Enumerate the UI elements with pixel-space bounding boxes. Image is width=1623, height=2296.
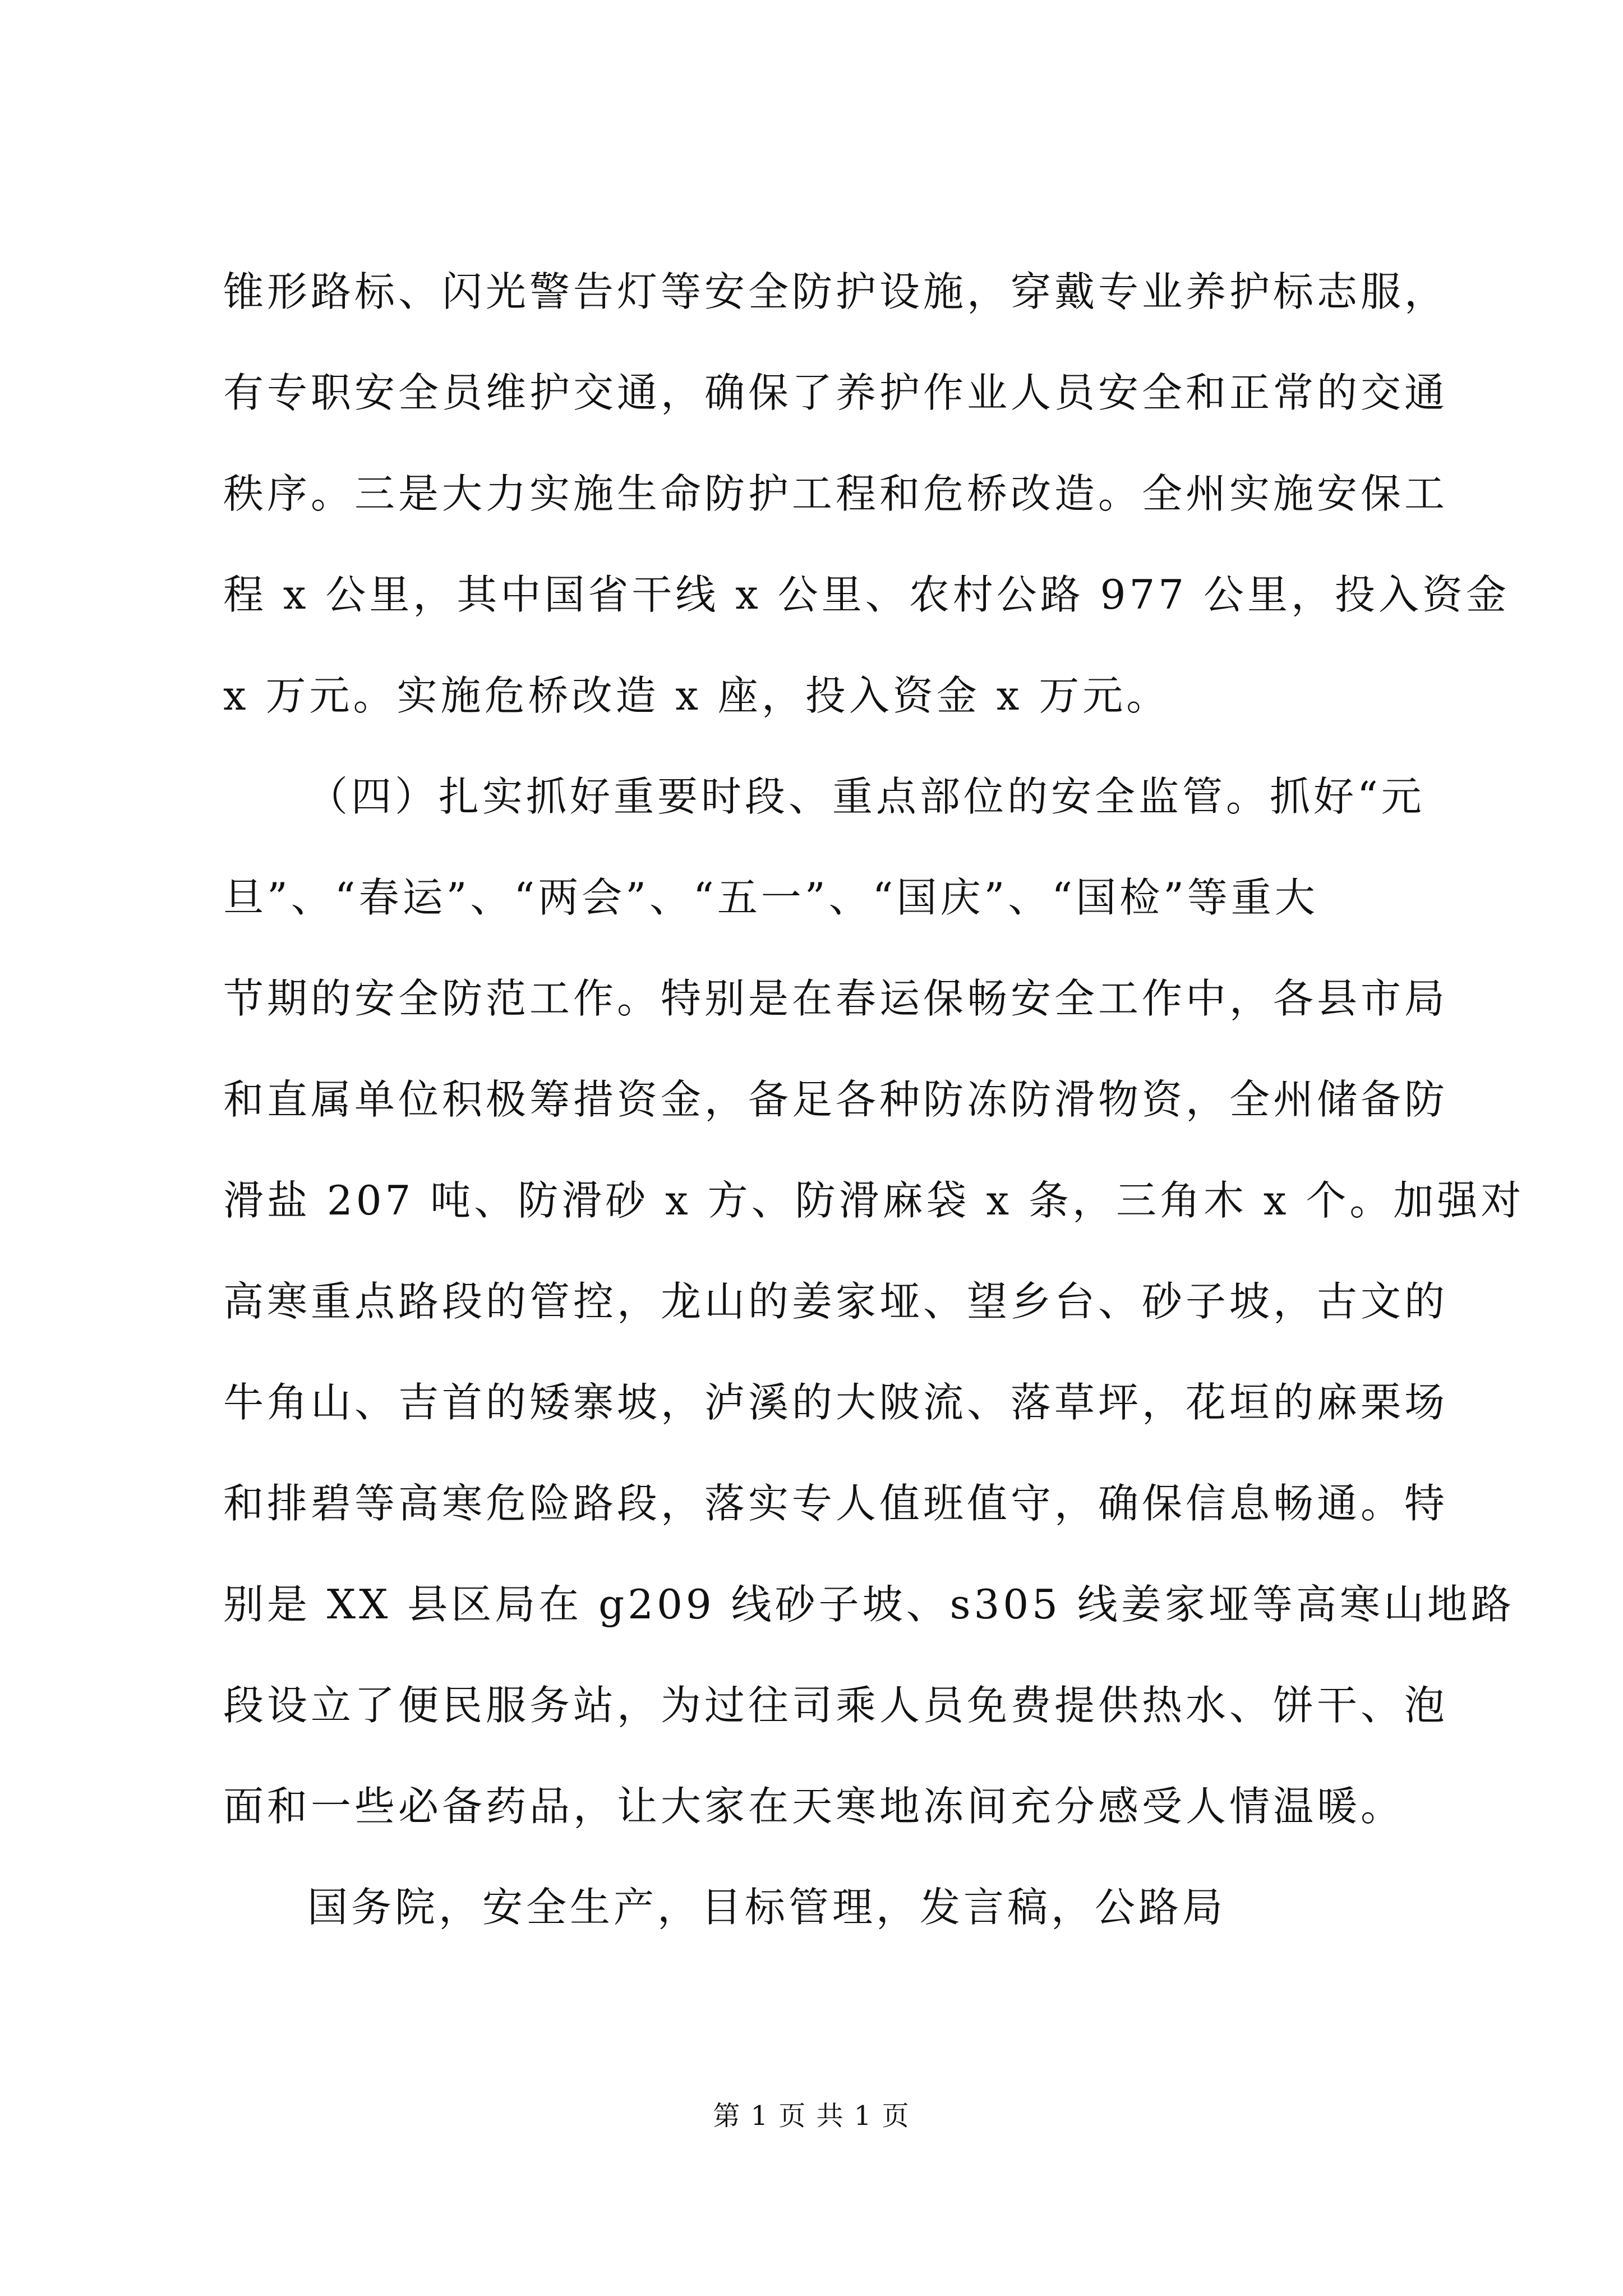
paragraph-2-line-4: 和直属单位积极筹措资金，备足各种防冻防滑物资，全州储备防 xyxy=(223,1076,1449,1123)
paragraph-2-line-7: 牛角山、吉首的矮寨坡，泸溪的大陂流、落草坪，花垣的麻栗场 xyxy=(223,1379,1449,1426)
paragraph-2-line-10: 段设立了便民服务站，为过往司乘人员免费提供热水、饼干、泡 xyxy=(223,1682,1449,1729)
paragraph-2-line-5: 滑盐 207 吨、防滑砂 x 方、防滑麻袋 x 条，三角木 x 个。加强对 xyxy=(223,1177,1525,1224)
paragraph-2-line-1: （四）扎实抓好重要时段、重点部位的安全监管。抓好“元 xyxy=(307,773,1425,820)
keywords-line: 国务院，安全生产，目标管理，发言稿，公路局 xyxy=(307,1884,1227,1931)
paragraph-1-line-1: 锥形路标、闪光警告灯等安全防护设施，穿戴专业养护标志服， xyxy=(223,268,1449,315)
paragraph-2-line-2: 旦”、“春运”、“两会”、“五一”、“国庆”、“国检”等重大 xyxy=(223,874,1318,921)
paragraph-2-line-11: 面和一些必备药品，让大家在天寒地冻间充分感受人情温暖。 xyxy=(223,1783,1405,1830)
paragraph-2-line-3: 节期的安全防范工作。特别是在春运保畅安全工作中，各县市局 xyxy=(223,975,1449,1022)
paragraph-1-line-4: 程 x 公里，其中国省干线 x 公里、农村公路 977 公里，投入资金 xyxy=(223,571,1510,618)
paragraph-2-line-9: 别是 XX 县区局在 g209 线砂子坡、s305 线姜家垭等高寒山地路 xyxy=(223,1581,1515,1628)
paragraph-2-line-6: 高寒重点路段的管控，龙山的姜家垭、望乡台、砂子坡，古文的 xyxy=(223,1278,1449,1325)
paragraph-1-line-5: x 万元。实施危桥改造 x 座，投入资金 x 万元。 xyxy=(223,672,1170,719)
paragraph-2-line-8: 和排碧等高寒危险路段，落实专人值班值守，确保信息畅通。特 xyxy=(223,1480,1449,1527)
paragraph-1-line-3: 秩序。三是大力实施生命防护工程和危桥改造。全州实施安保工 xyxy=(223,470,1449,517)
page-number-footer: 第 1 页 共 1 页 xyxy=(713,2100,910,2132)
paragraph-1-line-2: 有专职安全员维护交通，确保了养护作业人员安全和正常的交通 xyxy=(223,369,1449,416)
